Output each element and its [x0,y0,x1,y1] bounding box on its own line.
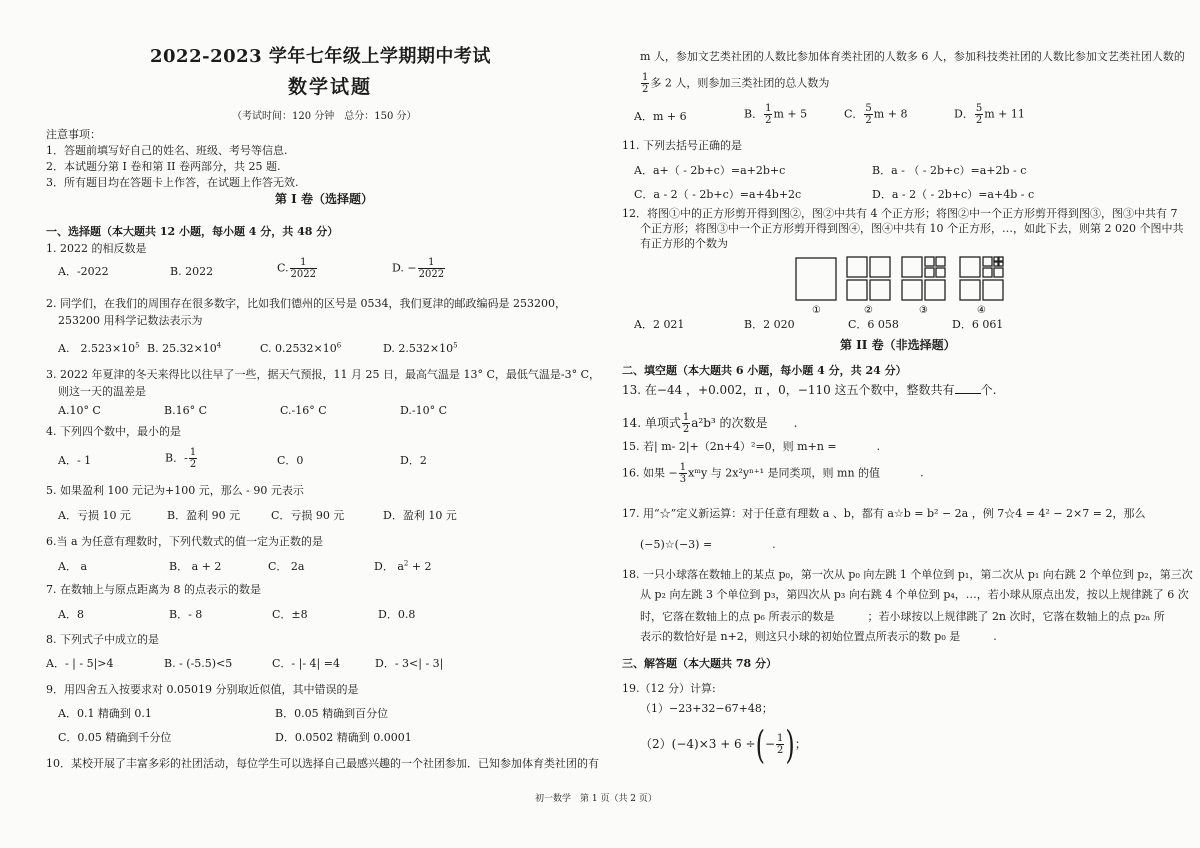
q10-stem-cont2: $\frac{1}{2}$ 多 2 人，则参加三类社团的总人数为 [642,72,830,95]
q12-stem-cont: 个正方形；将图③中一个正方形剪开得到图④，图④中共有 10 个正方形，…，如此下去，则第 2 020 个图中共 [640,222,1184,235]
q16: 16. 如果 − $\frac{1}{3}$ xᵐy 与 2x²yⁿ⁺¹ 是同类项，则 mn 的值 . [622,462,924,485]
q12-option-c: C．6 058 [848,318,899,331]
q11-option-a: A．a+（ - 2b+c）=a+2b+c [634,164,786,177]
exam-title: 2022-2023 学年七年级上学期期中考试 [150,46,491,67]
q10-stem: 10．某校开展了丰富多彩的社团活动，每位学生可以选择自己最感兴趣的一个社团参加．已知参加体育类社团的有 [46,757,599,770]
fig1-label: ① [812,305,821,316]
fig3-label: ③ [919,305,928,316]
q3-option-b: B.16° C [164,404,207,417]
fig2-square [847,280,867,300]
q5-option-b: B．盈利 90 元 [167,509,241,522]
q19-stem: 19.（12 分）计算: [622,682,716,695]
q8-option-a: A．- | - 5|>4 [46,657,114,670]
q11-option-c: C．a - 2（ - 2b+c）=a+4b+2c [634,188,802,201]
q6-option-a: A． a [58,560,87,573]
fig1-square [796,258,836,300]
q4-option-c: C．0 [277,454,304,467]
q11-option-d: D．a - 2（ - 2b+c）=a+4b - c [872,188,1035,201]
section3-title: 三、解答题（本大题共 78 分） [622,657,777,670]
q2-option-c: C. $0.2532\times 10^6$ [260,341,342,355]
fig3-square [936,268,945,277]
q9-option-a: A．0.1 精确到 0.1 [58,707,152,720]
fig2-square [870,280,890,300]
q2-option-d: D. $2.532\times 10^5$ [383,341,458,355]
exam-subject: 数学试题 [288,76,373,98]
fig3-square [925,268,934,277]
fig4-square [960,280,980,300]
q1-option-b: B. 2022 [170,265,214,278]
q16-blank[interactable] [880,467,920,477]
fig3-square [902,280,922,300]
fig4-square [994,257,998,261]
q12-option-d: D．6 061 [952,318,1004,331]
q8-option-c: C．- |- 4| =4 [272,657,340,670]
q4-option-a: A．- 1 [58,454,92,467]
q3-option-d: D.-10° C [400,404,448,417]
q5-option-c: C．亏损 90 元 [271,509,345,522]
q3-option-a: A.10° C [58,404,101,417]
q18-line1: 18. 一只小球落在数轴上的某点 p₀，第一次从 p₀ 向左跳 1 个单位到 p₁，第二次从 p₁ 向右跳 2 个单位到 p₂，第三次 [622,568,1193,581]
q1-stem: 1. 2022 的相反数是 [46,242,147,255]
page-footer: 初一数学 第 1 页（共 2 页） [535,794,657,804]
q9-option-c: C．0.05 精确到千分位 [58,731,172,744]
notice-item: 3．所有题目均在答题卡上作答，在试题上作答无效. [46,176,299,189]
q4-option-d: D．2 [400,454,427,467]
q12-stem: 12．将图①中的正方形剪开得到图②，图②中共有 4 个正方形；将图②中一个正方形剪开得到图③，图③中共有 7 [622,207,1178,220]
q7-option-b: B．- 8 [169,608,203,621]
q13: 13. 在−44 ，+0.002，π ，0，−110 这五个数中，整数共有 个. [622,383,997,397]
q6-option-c: C． 2a [268,560,305,573]
fig4-square [999,262,1003,266]
q12-option-b: B．2 020 [744,318,795,331]
fig4-label: ④ [977,305,986,316]
q3-stem: 3. 2022 年夏津的冬天来得比以往早了一些，据天气预报，11 月 25 日，最高气温是 13° C，最低气温是-3° C， [46,368,600,381]
q2-stem-cont: 253200 用科学记数法表示为 [58,314,203,327]
q8-stem: 8. 下列式子中成立的是 [46,633,159,646]
q1-option-c: C. $\frac{1}{2022}$ [277,257,316,280]
part2-heading: 第 II 卷（非选择题） [840,338,956,352]
q5-stem: 5. 如果盈利 100 元记为+100 元，那么 - 90 元表示 [46,484,304,497]
q19-part1: （1）−23+32−67+48； [640,702,773,715]
fig3-square [936,257,945,266]
q15-blank[interactable] [837,440,877,450]
fig3-square [925,280,945,300]
q10-option-d: D． $\frac{5}{2}$ m + 11 [954,103,1025,126]
q4-option-b: B．- $\frac{1}{2}$ [165,447,197,470]
q8-option-b: B. - (-5.5)<5 [164,657,233,670]
fig4-square [983,257,992,266]
q3-option-c: C.-16° C [280,404,327,417]
q12-stem-cont2: 有正方形的个数为 [640,237,728,250]
q3-stem-cont: 则这一天的温差是 [58,385,146,398]
fig4-square [994,262,998,266]
q2-stem: 2. 同学们，在我们的周围存在很多数字，比如我们德州的区号是 0534，我们夏津的邮政编码是 253200， [46,297,566,310]
q2-option-b: B. $25.32\times 10^4$ [147,341,222,355]
notice-item: 2．本试题分第 I 卷和第 II 卷两部分，共 25 题. [46,160,281,173]
fig4-square [994,268,1003,277]
q2-option-a: A. $2.523\times 10^5$ [58,341,140,355]
q11-option-b: B．a - （ - 2b+c）=a+2b - c [872,164,1027,177]
q14: 14. 单项式 $\frac{1}{2}$ a²b³ 的次数是 . [622,412,798,435]
q8-option-d: D．- 3<| - 3| [375,657,444,670]
exam-info: （考试时间：120 分钟 总分：150 分） [232,111,417,122]
fig4-square [960,257,980,277]
part1-heading: 第 I 卷（选择题） [275,192,373,206]
q7-option-c: C．±8 [272,608,308,621]
q6-stem: 6.当 a 为任意有理数时，下列代数式的值一定为正数的是 [46,535,324,548]
q9-option-d: D．0.0502 精确到 0.0001 [275,731,412,744]
fig3-square [902,257,922,277]
q12-option-a: A．2 021 [634,318,685,331]
q6-option-d: D． $a^2 + 2$ [374,559,432,573]
q15: 15. 若| m- 2|+（2n+4）²=0，则 m+n = . [622,440,881,453]
q4-stem: 4. 下列四个数中，最小的是 [46,425,181,438]
notice-heading: 注意事项： [46,128,101,141]
fig4-square [983,280,1003,300]
notice-item: 1．答题前填写好自己的姓名、班级、考号等信息. [46,144,288,157]
q17-stem: 17. 用“☆”定义新运算：对于任意有理数 a 、b，都有 a☆b = b² − 2a ，例 7☆4 = 4² − 2×7 = 2，那么 [622,507,1146,520]
q13-blank[interactable] [955,383,981,394]
q10-option-b: B． $\frac{1}{2}$ m + 5 [744,103,808,126]
q12-figure [790,254,1010,316]
fig2-square [847,257,867,277]
q19-part2: （2）(−4)×3 + 6 ÷(− $\frac{1}{2}$ )； [640,722,807,767]
fig2-label: ② [864,305,873,316]
q5-option-a: A．亏损 10 元 [58,509,131,522]
q1-option-a: A．-2022 [58,265,109,278]
q17-blank[interactable] [712,538,772,548]
q9-stem: 9．用四舍五入按要求对 0.05019 分别取近似值，其中错误的是 [46,683,359,696]
fig2-square [870,257,890,277]
q10-option-c: C． $\frac{5}{2}$ m + 8 [844,103,908,126]
q18-line3: 时，它落在数轴上的点 p₆ 所表示的数是 ；若小球按以上规律跳了 2n 次时，它落在数轴上的点 p₂ₙ 所 [640,610,1165,623]
q9-option-b: B．0.05 精确到百分位 [275,707,389,720]
q6-option-b: B． a + 2 [169,560,222,573]
q5-option-d: D．盈利 10 元 [383,509,457,522]
fig4-square [983,268,992,277]
q10-option-a: A．m + 6 [634,110,687,123]
section1-title: 一、选择题（本大题共 12 小题，每小题 4 分，共 48 分） [46,225,339,238]
q11-stem: 11. 下列去括号正确的是 [622,139,742,152]
fig3-square [925,257,934,266]
q14-blank[interactable] [768,417,794,427]
q17-line2: (−5)☆(−3) = . [640,538,776,551]
q18-line4: 表示的数恰好是 n+2，则这只小球的初始位置点所表示的数 p₀ 是 . [640,630,997,643]
section2-title: 二、填空题（本大题共 6 小题，每小题 4 分，共 24 分） [622,364,907,377]
q10-stem-cont: m 人，参加文艺类社团的人数比参加体育类社团的人数多 6 人，参加科技类社团的人数比参加文艺类社团人数的 [640,50,1185,63]
q18-line2: 从 p₂ 向左跳 3 个单位到 p₃，第四次从 p₃ 向右跳 4 个单位到 p₄，…，若小球从原点出发，按以上规律跳了 6 次 [640,588,1189,601]
q7-option-a: A．8 [58,608,84,621]
q1-option-d: D. − $\frac{1}{2022}$ [392,257,445,280]
q7-stem: 7. 在数轴上与原点距离为 8 的点表示的数是 [46,583,261,596]
fig4-square [999,257,1003,261]
q7-option-d: D．0.8 [378,608,416,621]
